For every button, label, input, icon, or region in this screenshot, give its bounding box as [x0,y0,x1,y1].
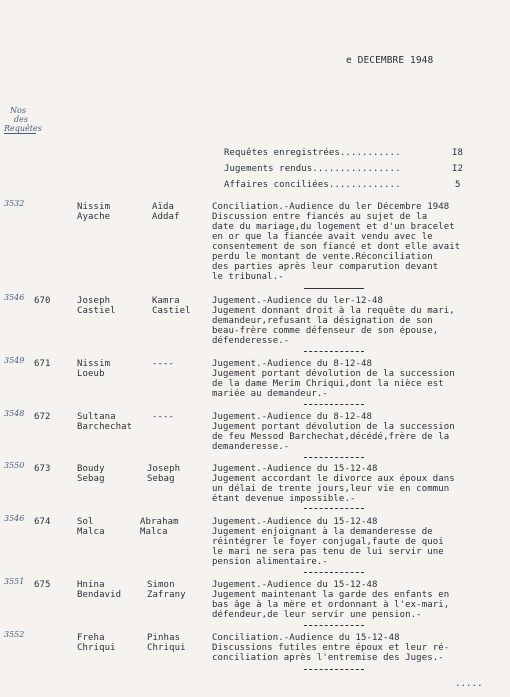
party-two-line: ---- [152,412,175,422]
party-one-line: Sebag [77,474,105,484]
party-one-line: Sol [77,517,94,527]
request-number: 3532 [4,199,25,208]
party-two-line: ---- [152,359,175,369]
party-one-line: Nissim [77,359,111,369]
entry-separator [304,625,364,626]
entry-text-line: de la dame Merim Chriqui,dont la nièce est [212,379,444,389]
party-one-line: Bendavid [77,590,122,600]
entry-text-line: Jugement.-Audience du 15-12-48 [212,464,378,474]
party-two-line: Aïda [152,202,175,212]
judgment-number: 673 [34,464,51,474]
continuation-dots: ..... [455,679,483,689]
entry-text-line: Jugement enjoignant à la demanderesse de [212,527,433,537]
entry-text-line: mariée au demandeur.- [212,389,328,399]
summary-label: Requêtes enregistrées........... [224,148,401,158]
entry-text-line: Jugement maintenant la garde des enfants en [212,590,450,600]
party-one-line: Castiel [77,306,116,316]
request-number: 3548 [4,409,25,418]
margin-note-line: Nos [10,106,26,115]
entry-text-line: consentement de son fiancé et dont elle avait [212,242,461,252]
entry-text-line: un délai de trente jours,leur vie en commun [212,484,450,494]
entry-separator [304,572,364,573]
entry-text-line: Jugement.-Audience du 8-12-48 [212,359,373,369]
party-two-line: Pinhas [147,633,181,643]
judgment-number: 672 [34,412,51,422]
entry-text-line: Jugement portant dévolution de la succession [212,369,455,379]
summary-label: Affaires conciliées............. [224,180,401,190]
summary-value: I2 [452,164,464,174]
entry-text-line: Jugement.-Audience du 15-12-48 [212,517,378,527]
party-two-line: Zafrany [147,590,186,600]
party-one-line: Boudy [77,464,105,474]
summary-value: I8 [452,148,464,158]
entry-text-line: défendeur,de leur servir une pension.- [212,610,422,620]
party-one-line: Loeub [77,369,105,379]
party-one-line: Chriqui [77,643,116,653]
party-two-line: Joseph [147,464,181,474]
entry-text-line: date du mariage,du logement et d'un bracelet [212,222,455,232]
party-two-line: Chriqui [147,643,186,653]
entry-text-line: en or que la fiancée avait vendu avec le [212,232,433,242]
summary-value: 5 [455,180,461,190]
entry-text-line: beau-frère comme défenseur de son épouse, [212,326,439,336]
judgment-number: 674 [34,517,51,527]
party-two-line: Sebag [147,474,175,484]
margin-note-line: des [14,115,28,124]
entry-separator [304,351,364,352]
entry-text-line: Discussions futiles entre époux et leur ré- [212,643,450,653]
entry-text-line: de feu Messod Barchechat,décédé,frère de la [212,432,450,442]
party-one-line: Freha [77,633,105,643]
entry-text-line: conciliation après l'entremise des Juges.- [212,653,444,663]
request-number: 3550 [4,461,25,470]
party-one-line: Barchechat [77,422,133,432]
entry-text-line: le mari ne sera pas tenu de lui servir une [212,547,444,557]
request-number: 3546 [4,514,25,523]
party-one-line: Nissim [77,202,111,212]
entry-text-line: défenderesse.- [212,336,290,346]
judgment-number: 670 [34,296,51,306]
date-heading: e DECEMBRE 1948 [346,55,434,66]
request-number: 3549 [4,356,25,365]
entry-text-line: Jugement.-Audience du 15-12-48 [212,580,378,590]
entry-text-line: demandeur,refusant la désignation de son [212,316,433,326]
summary-label: Jugements rendus................ [224,164,401,174]
party-two-line: Addaf [152,212,180,222]
entry-text-line: des parties après leur comparution devant [212,262,439,272]
entry-text-line: bas âge à la mère et ordonnant à l'ex-mari, [212,600,450,610]
entry-text-line: le tribunal.- [212,272,284,282]
party-one-line: Ayache [77,212,111,222]
party-two-line: Castiel [152,306,191,316]
margin-note-underline [4,133,36,134]
party-two-line: Kamra [152,296,180,306]
entry-text-line: réintégrer le foyer conjugal,faute de quoi [212,537,444,547]
party-one-line: Hnina [77,580,105,590]
party-two-line: Simon [147,580,175,590]
entry-text-line: pension alimentaire.- [212,557,328,567]
entry-text-line: Jugement donnant droit à la requête du mari, [212,306,455,316]
entry-separator [304,508,364,509]
entry-text-line: Conciliation.-Audience du 15-12-48 [212,633,400,643]
party-one-line: Malca [77,527,105,537]
entry-separator [304,669,364,670]
party-two-line: Malca [140,527,168,537]
request-number: 3552 [4,630,25,639]
entry-text-line: Jugement.-Audience du 8-12-48 [212,412,373,422]
entry-text-line: Conciliation.-Audience du ler Décembre 1948 [212,202,450,212]
entry-separator [304,288,364,289]
entry-separator [304,404,364,405]
entry-text-line: étant devenue impossible.- [212,494,356,504]
entry-text-line: Jugement.-Audience du ler-12-48 [212,296,384,306]
entry-text-line: Discussion entre fiancés au sujet de la [212,212,428,222]
entry-text-line: Jugement accordant le divorce aux époux dans [212,474,455,484]
entry-text-line: perdu le montant de vente.Réconciliation [212,252,433,262]
entry-text-line: Jugement portant dévolution de la succession [212,422,455,432]
entry-separator [304,457,364,458]
party-one-line: Joseph [77,296,111,306]
judgment-number: 671 [34,359,51,369]
margin-note-line: Requêtes [4,124,42,133]
request-number: 3546 [4,293,25,302]
party-two-line: Abraham [140,517,179,527]
request-number: 3551 [4,577,25,586]
judgment-number: 675 [34,580,51,590]
party-one-line: Sultana [77,412,116,422]
entry-text-line: demanderesse.- [212,442,290,452]
